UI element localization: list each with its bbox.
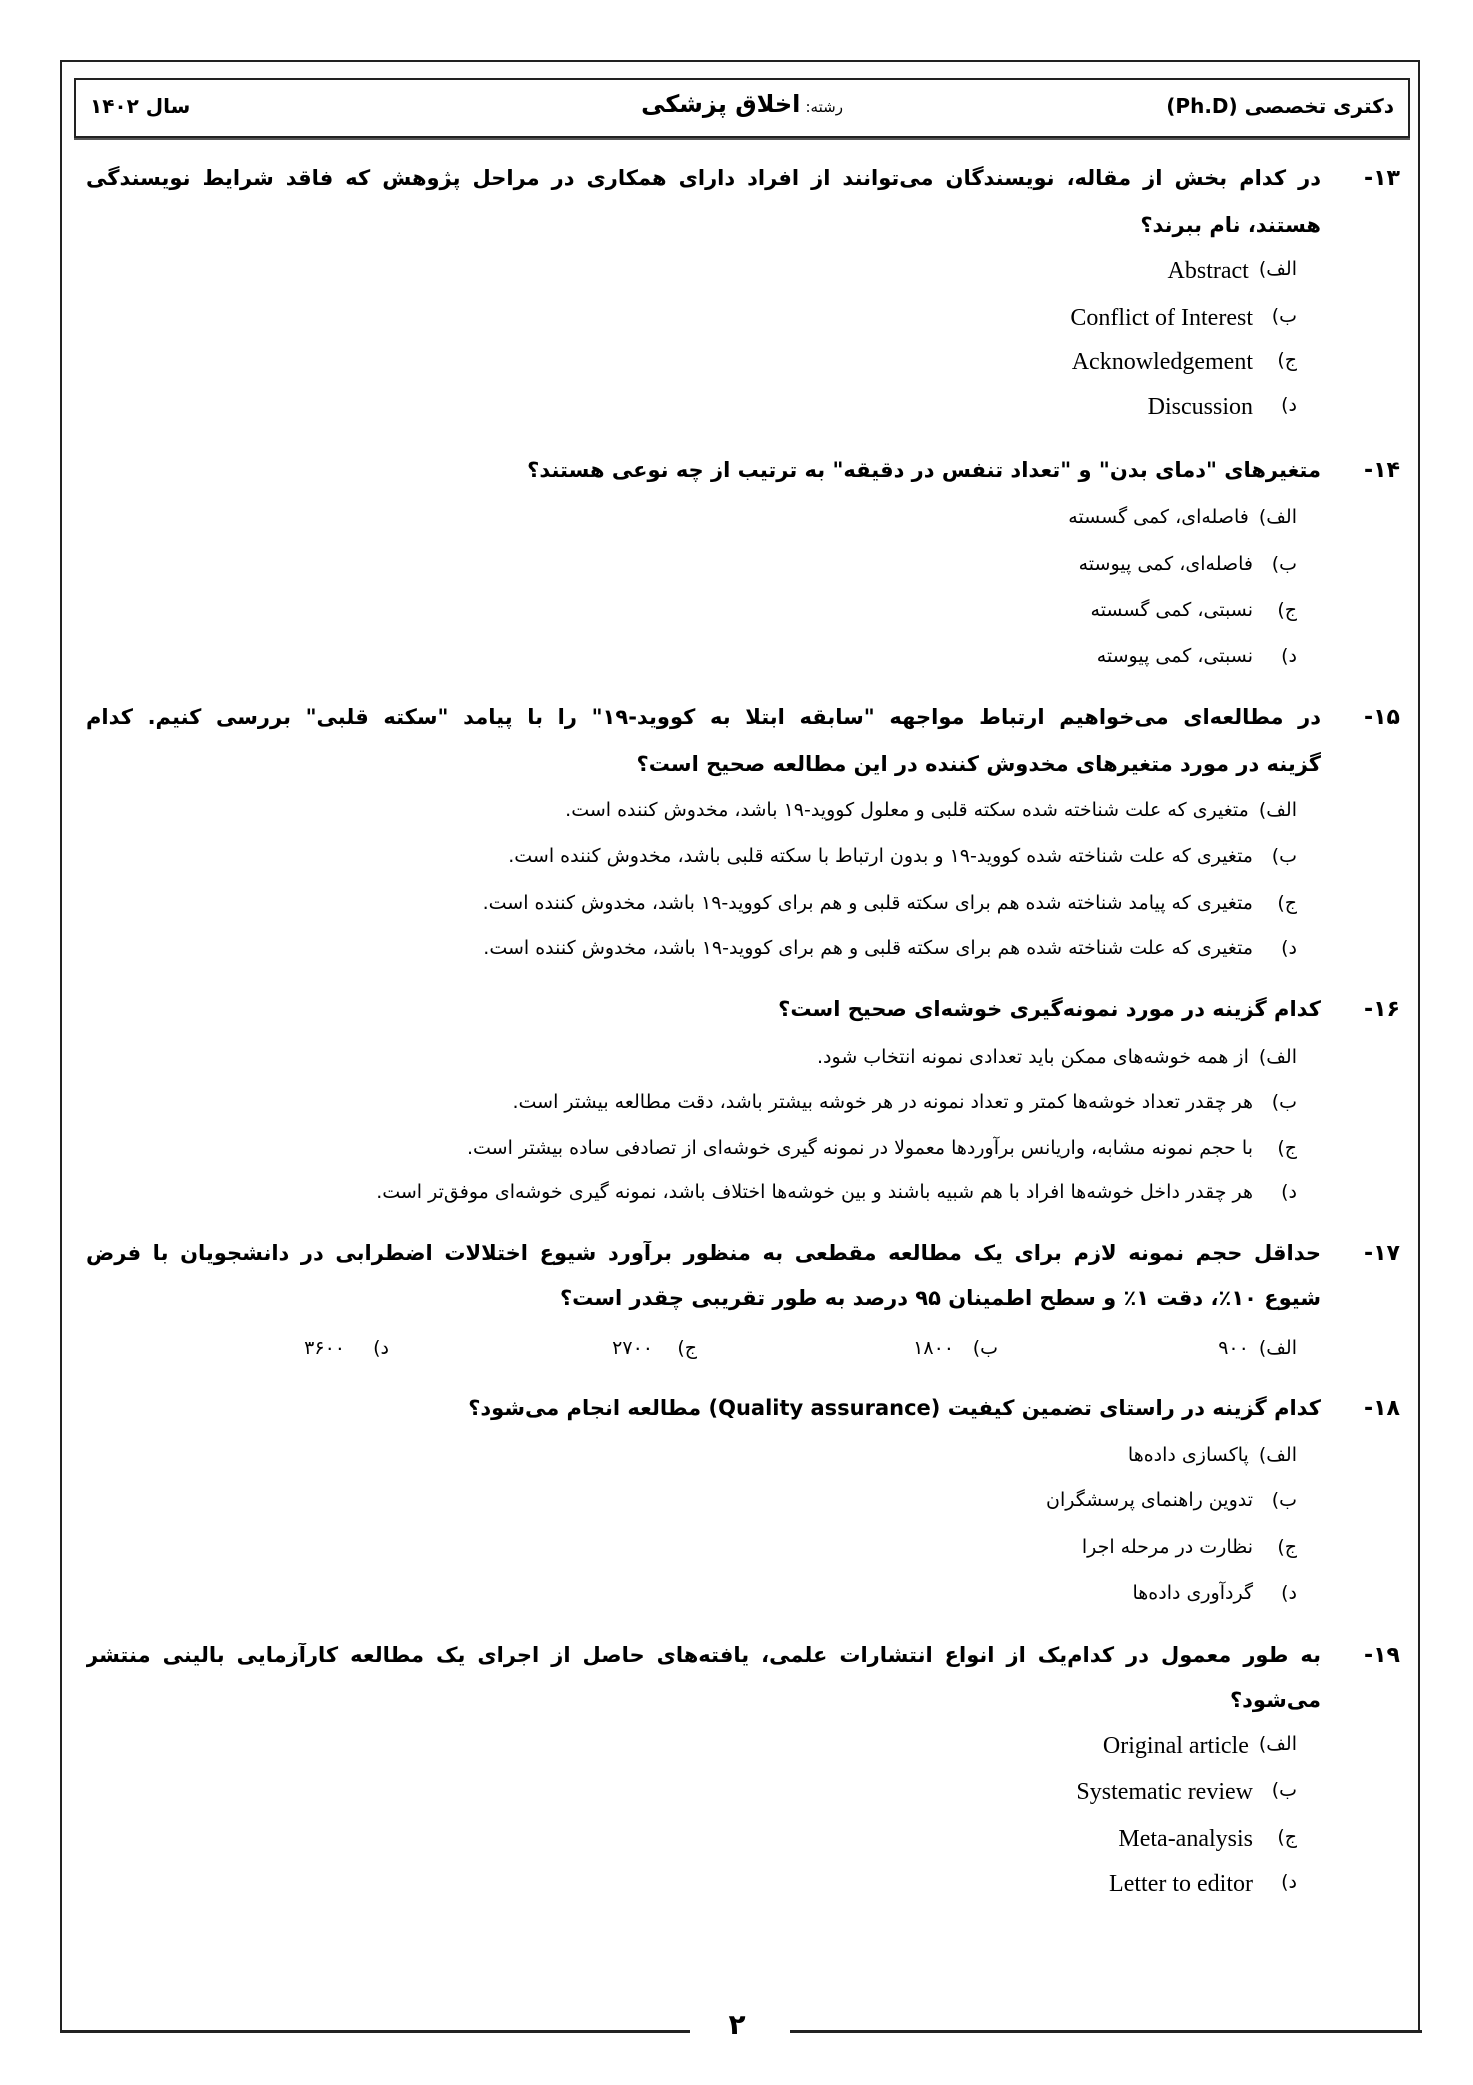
option-text: متغیری که علت شناخته شده هم برای سکته قلبی و هم برای کووید-۱۹ باشد، مخدوش کننده است. — [483, 937, 1253, 959]
option-text: فاصله‌ای، کمی پیوسته — [1078, 553, 1253, 575]
option-label: ج) — [677, 1337, 697, 1359]
option-label: ج) — [1277, 1826, 1297, 1848]
option-text: متغیری که علت شناخته شده کووید-۱۹ و بدون ارتباط با سکته قلبی باشد، مخدوش کننده است. — [508, 845, 1253, 867]
option-text: ۲۷۰۰ — [612, 1337, 653, 1359]
option[interactable] — [1072, 349, 1297, 376]
option[interactable] — [565, 799, 1297, 821]
option-label: ب) — [1271, 1779, 1297, 1801]
option-label: ب) — [1271, 1489, 1297, 1511]
option-label: د) — [1281, 1181, 1297, 1203]
option-text: Original article — [1102, 1733, 1249, 1759]
question-text: در کدام بخش از مقاله، نویسندگان می‌توانند از افراد دارای همکاری در مراحل پژوهش که فاقد شرایط نویسندگی — [86, 166, 1321, 190]
option-text: ۹۰۰ — [1218, 1337, 1249, 1359]
option-label: ب) — [1271, 305, 1297, 327]
option-text: با حجم نمونه مشابه، واریانس برآوردها معمولا در نمونه گیری خوشه‌ای از تصادفی ساده بیشتر است. — [466, 1137, 1253, 1159]
option-label: الف) — [1258, 1337, 1297, 1359]
question-number: -۱۵ — [1364, 705, 1400, 730]
option[interactable] — [483, 937, 1297, 959]
option[interactable] — [1148, 394, 1297, 421]
option-label: الف) — [1258, 1046, 1297, 1068]
option[interactable] — [1070, 305, 1297, 332]
option-label: ب) — [1271, 553, 1297, 575]
option-label: د) — [1281, 394, 1297, 416]
option[interactable] — [612, 1337, 697, 1359]
option-label: د) — [1281, 645, 1297, 667]
option-text: Acknowledgement — [1071, 349, 1253, 375]
option-label: الف) — [1258, 799, 1297, 821]
option[interactable] — [1133, 1582, 1298, 1604]
option[interactable] — [376, 1181, 1297, 1203]
option-label: ج) — [1277, 1137, 1297, 1159]
option[interactable] — [1076, 1779, 1297, 1806]
option-text: هر چقدر تعداد خوشه‌ها کمتر و تعداد نمونه در هر خوشه بیشتر باشد، دقت مطالعه بیشتر است. — [512, 1091, 1253, 1113]
footer-rule-left — [60, 2030, 690, 2033]
option-text: تدوین راهنمای پرسشگران — [1046, 1489, 1253, 1511]
option-label: الف) — [1258, 1444, 1297, 1466]
option[interactable] — [1218, 1337, 1297, 1359]
field-name: اخلاق پزشکی — [641, 90, 801, 118]
option-label: ج) — [1277, 1536, 1297, 1558]
option[interactable] — [304, 1337, 389, 1359]
option-text: پاکسازی داده‌ها — [1127, 1444, 1249, 1466]
option-label: الف) — [1258, 258, 1297, 280]
question-text: متغیرهای "دمای بدن" و "تعداد تنفس در دقیقه" به ترتیب از چه نوعی هستند؟ — [527, 458, 1321, 482]
option-text: نسبتی، کمی پیوسته — [1096, 645, 1253, 667]
option[interactable] — [817, 1046, 1297, 1068]
option-text: Systematic review — [1076, 1779, 1253, 1805]
field-label: رشته: — [805, 98, 843, 116]
option-text: گردآوری داده‌ها — [1132, 1582, 1253, 1604]
question-number: -۱۳ — [1364, 166, 1400, 191]
option-label: ب) — [1271, 845, 1297, 867]
option-text: متغیری که پیامد شناخته شده هم برای سکته قلبی و هم برای کووید-۱۹ باشد، مخدوش کننده است. — [482, 892, 1253, 914]
option-label: د) — [1281, 1582, 1297, 1604]
option-text: Abstract — [1167, 258, 1249, 284]
question-number: -۱۹ — [1364, 1643, 1400, 1668]
question-text: می‌شود؟ — [1229, 1688, 1321, 1712]
question-number: -۱۴ — [1364, 458, 1400, 483]
option-label: ب) — [972, 1337, 998, 1359]
option-text: Letter to editor — [1109, 1871, 1253, 1897]
option-text: ۳۶۰۰ — [304, 1337, 345, 1359]
footer-rule-right — [790, 2030, 1422, 2033]
question-text: کدام گزینه در مورد نمونه‌گیری خوشه‌ای صحیح است؟ — [778, 997, 1321, 1021]
option[interactable] — [1091, 599, 1297, 621]
option-label: ب) — [1271, 1091, 1297, 1113]
option[interactable] — [483, 892, 1297, 914]
option-label: الف) — [1258, 1733, 1297, 1755]
option[interactable] — [1118, 1826, 1297, 1853]
option-text: فاصله‌ای، کمی گسسته — [1068, 506, 1249, 528]
question-text: در مطالعه‌ای می‌خواهیم ارتباط مواجهه "سابقه ابتلا به کووید-۱۹" را با پیامد "سکته قلبی" بررسی کنیم. کدام — [86, 705, 1321, 729]
option[interactable] — [1068, 506, 1297, 528]
degree-label: دکتری تخصصی (Ph.D) — [1166, 94, 1394, 118]
question-text: به طور معمول در کدام‌یک از انواع انتشارات علمی، یافته‌های حاصل از اجرای یک مطالعه کارآزمایی بالینی منتشر — [86, 1643, 1321, 1667]
option[interactable] — [1168, 258, 1297, 285]
question-text: حداقل حجم نمونه لازم برای یک مطالعه مقطعی به منظور برآورد شیوع اختلالات اضطرابی در دانشجویان با فرض — [86, 1241, 1321, 1265]
option-text: ۱۸۰۰ — [913, 1337, 954, 1359]
option-text: از همه خوشه‌های ممکن باید تعدادی نمونه انتخاب شود. — [817, 1046, 1249, 1068]
question-text: هستند، نام ببرند؟ — [1140, 213, 1321, 237]
option[interactable] — [1128, 1444, 1297, 1466]
option-label: الف) — [1258, 506, 1297, 528]
option-text: متغیری که علت شناخته شده سکته قلبی و معلول کووید-۱۹ باشد، مخدوش کننده است. — [565, 799, 1249, 821]
option-text: هر چقدر داخل خوشه‌ها افراد با هم شبیه باشند و بین خوشه‌ها اختلاف باشد، نمونه گیری خوشه‌ای موفق‌تر است. — [376, 1181, 1253, 1203]
question-number: -۱۷ — [1364, 1241, 1400, 1266]
option[interactable] — [1079, 553, 1297, 575]
option[interactable] — [1109, 1871, 1297, 1898]
question-number: -۱۶ — [1364, 997, 1400, 1022]
question-text: شیوع ۱۰٪، دقت ۱٪ و سطح اطمینان ۹۵ درصد به طور تقریبی چقدر است؟ — [559, 1286, 1321, 1310]
question-text: گزینه در مورد متغیرهای مخدوش کننده در این مطالعه صحیح است؟ — [636, 752, 1321, 776]
option[interactable] — [1097, 645, 1297, 667]
page-number: ۲ — [728, 2008, 746, 2041]
option-label: ج) — [1277, 349, 1297, 371]
option-text: Conflict of Interest — [1070, 305, 1253, 331]
exam-header — [74, 78, 1410, 138]
option-label: د) — [373, 1337, 389, 1359]
option-text: Meta-analysis — [1118, 1826, 1253, 1852]
option[interactable] — [508, 845, 1297, 867]
option-text: Discussion — [1147, 394, 1253, 420]
exam-year: سال ۱۴۰۲ — [90, 94, 191, 118]
option[interactable] — [512, 1091, 1297, 1113]
option[interactable] — [913, 1337, 998, 1359]
option-label: ج) — [1277, 892, 1297, 914]
option[interactable] — [1082, 1536, 1297, 1558]
question-number: -۱۸ — [1364, 1396, 1400, 1421]
field-title — [76, 90, 1408, 118]
question-text: کدام گزینه در راستای تضمین کیفیت (Quality assurance) مطالعه انجام می‌شود؟ — [468, 1396, 1321, 1420]
option-label: ج) — [1277, 599, 1297, 621]
option-text: نظارت در مرحله اجرا — [1081, 1536, 1253, 1558]
option[interactable] — [1103, 1733, 1297, 1760]
option[interactable] — [1046, 1489, 1297, 1511]
option-label: د) — [1281, 1871, 1297, 1893]
option[interactable] — [467, 1137, 1297, 1159]
option-label: د) — [1281, 937, 1297, 959]
option-text: نسبتی، کمی گسسته — [1090, 599, 1253, 621]
